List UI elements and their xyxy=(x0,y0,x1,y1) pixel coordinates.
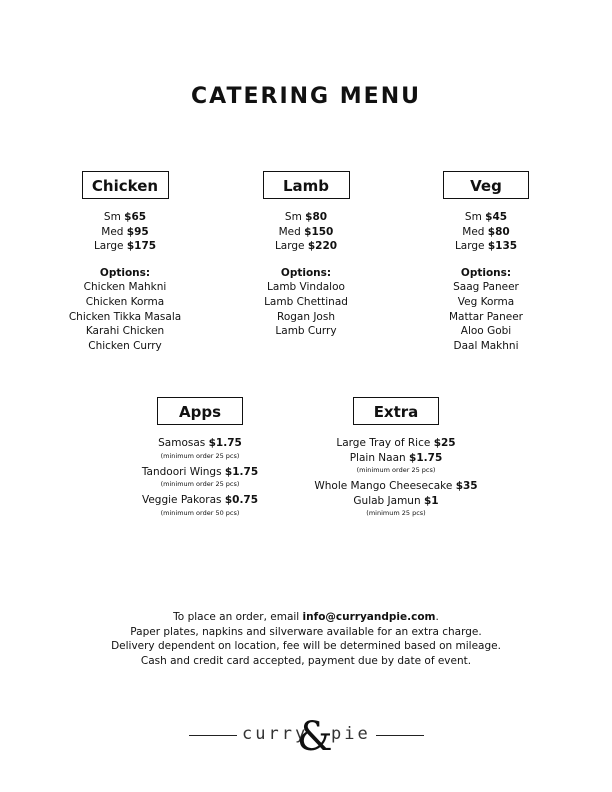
size-label: Med xyxy=(101,225,124,238)
lamb-option: Rogan Josh xyxy=(277,310,335,323)
price: $1.75 xyxy=(224,465,259,478)
veg-option: Daal Makhni xyxy=(453,339,519,352)
min-order-note: (minimum order 25 pcs) xyxy=(160,451,240,460)
lamb-price-sm xyxy=(231,210,381,225)
veg-options-label: Options: xyxy=(460,266,512,279)
min-order-note: (minimum order 25 pcs) xyxy=(356,466,436,475)
price: $80 xyxy=(487,225,510,238)
item-name: Large Tray of Rice xyxy=(336,437,431,449)
chicken-option: Chicken Tikka Masala xyxy=(68,310,182,323)
chicken-heading: Chicken xyxy=(82,171,169,199)
price: $1.75 xyxy=(208,437,242,449)
payment-line: Cash and credit card accepted, payment due by date of event. xyxy=(140,655,472,668)
price: $65 xyxy=(124,211,147,223)
ampersand-icon: & xyxy=(297,714,333,760)
logo-rule-left xyxy=(189,735,237,736)
apps-item xyxy=(120,493,280,508)
size-label: Med xyxy=(462,225,485,238)
lamb-price-lg xyxy=(231,239,381,254)
lamb-heading: Lamb xyxy=(263,171,350,199)
chicken-price-med xyxy=(50,225,200,240)
logo-word-curry: curry xyxy=(242,724,309,744)
item-name: Plain Naan xyxy=(349,451,406,464)
extra-item xyxy=(296,494,496,509)
price: $45 xyxy=(485,211,508,223)
lamb-option: Lamb Curry xyxy=(275,325,337,338)
veg-price-med xyxy=(411,225,561,240)
item-name: Gulab Jamun xyxy=(353,494,421,507)
price: $25 xyxy=(433,437,456,449)
extra-item xyxy=(296,436,496,451)
chicken-options-label: Options: xyxy=(99,266,151,279)
veg-prices xyxy=(411,210,561,254)
apps-item xyxy=(120,436,280,451)
veg-section xyxy=(411,171,561,353)
item-name: Tandoori Wings xyxy=(141,465,222,478)
size-label: Large xyxy=(454,240,485,253)
supplies-line: Paper plates, napkins and silverware available for an extra charge. xyxy=(130,625,482,638)
lamb-option: Lamb Vindaloo xyxy=(267,281,345,294)
apps-section xyxy=(120,397,280,522)
lamb-option: Lamb Chettinad xyxy=(264,295,348,308)
logo-rule-right xyxy=(376,735,424,736)
apps-item xyxy=(120,465,280,480)
extra-items xyxy=(296,436,496,518)
lamb-price-med xyxy=(231,225,381,240)
size-label: Large xyxy=(93,240,124,253)
size-label: Sm xyxy=(284,211,302,223)
item-name: Whole Mango Cheesecake xyxy=(314,480,453,493)
curry-and-pie-logo xyxy=(0,714,612,768)
chicken-price-lg xyxy=(50,239,200,254)
price: $95 xyxy=(126,225,149,238)
lamb-section xyxy=(231,171,381,339)
size-label: Med xyxy=(278,225,301,238)
extra-item xyxy=(296,451,496,466)
price: $1 xyxy=(423,494,439,507)
price: $80 xyxy=(305,211,328,223)
size-label: Sm xyxy=(103,211,121,223)
email-link[interactable]: info@curryandpie.com xyxy=(302,611,436,623)
lamb-options-label: Options: xyxy=(280,266,332,279)
logo-word-pie: pie xyxy=(331,724,371,744)
order-suffix: . xyxy=(435,611,439,623)
price: $135 xyxy=(487,240,518,253)
extra-item xyxy=(296,479,496,494)
veg-heading: Veg xyxy=(443,171,529,199)
min-order-note: (minimum 25 pcs) xyxy=(366,509,426,518)
min-order-note: (minimum order 25 pcs) xyxy=(160,480,240,489)
price: $0.75 xyxy=(224,494,259,507)
size-label: Sm xyxy=(464,211,482,223)
item-name: Samosas xyxy=(158,437,206,449)
apps-items xyxy=(120,436,280,518)
min-order-note: (minimum order 50 pcs) xyxy=(160,508,240,517)
item-name: Veggie Pakoras xyxy=(141,494,222,507)
chicken-section xyxy=(50,171,200,353)
apps-heading: Apps xyxy=(157,397,243,425)
price: $1.75 xyxy=(409,451,443,464)
chicken-option: Karahi Chicken xyxy=(85,325,165,338)
veg-option: Saag Paneer xyxy=(453,281,519,294)
extra-heading: Extra xyxy=(353,397,439,425)
price: $175 xyxy=(126,240,157,253)
order-line xyxy=(0,610,612,625)
chicken-option: Chicken Mahkni xyxy=(83,281,167,294)
page-title: CATERING MENU xyxy=(191,84,421,109)
chicken-prices xyxy=(50,210,200,254)
chicken-price-sm xyxy=(50,210,200,225)
chicken-option: Chicken Curry xyxy=(88,339,162,352)
price: $35 xyxy=(455,480,478,493)
extra-section xyxy=(296,397,496,522)
delivery-line: Delivery dependent on location, fee will be determined based on mileage. xyxy=(111,640,501,653)
veg-price-sm xyxy=(411,210,561,225)
order-prefix: To place an order, email xyxy=(173,611,303,623)
order-info xyxy=(0,610,612,669)
chicken-option: Chicken Korma xyxy=(85,295,165,308)
veg-option: Mattar Paneer xyxy=(448,310,523,323)
veg-price-lg xyxy=(411,239,561,254)
veg-option: Aloo Gobi xyxy=(460,325,512,338)
price: $220 xyxy=(307,240,338,253)
price: $150 xyxy=(304,225,334,238)
lamb-prices xyxy=(231,210,381,254)
size-label: Large xyxy=(274,240,305,253)
veg-option: Veg Korma xyxy=(457,295,515,308)
